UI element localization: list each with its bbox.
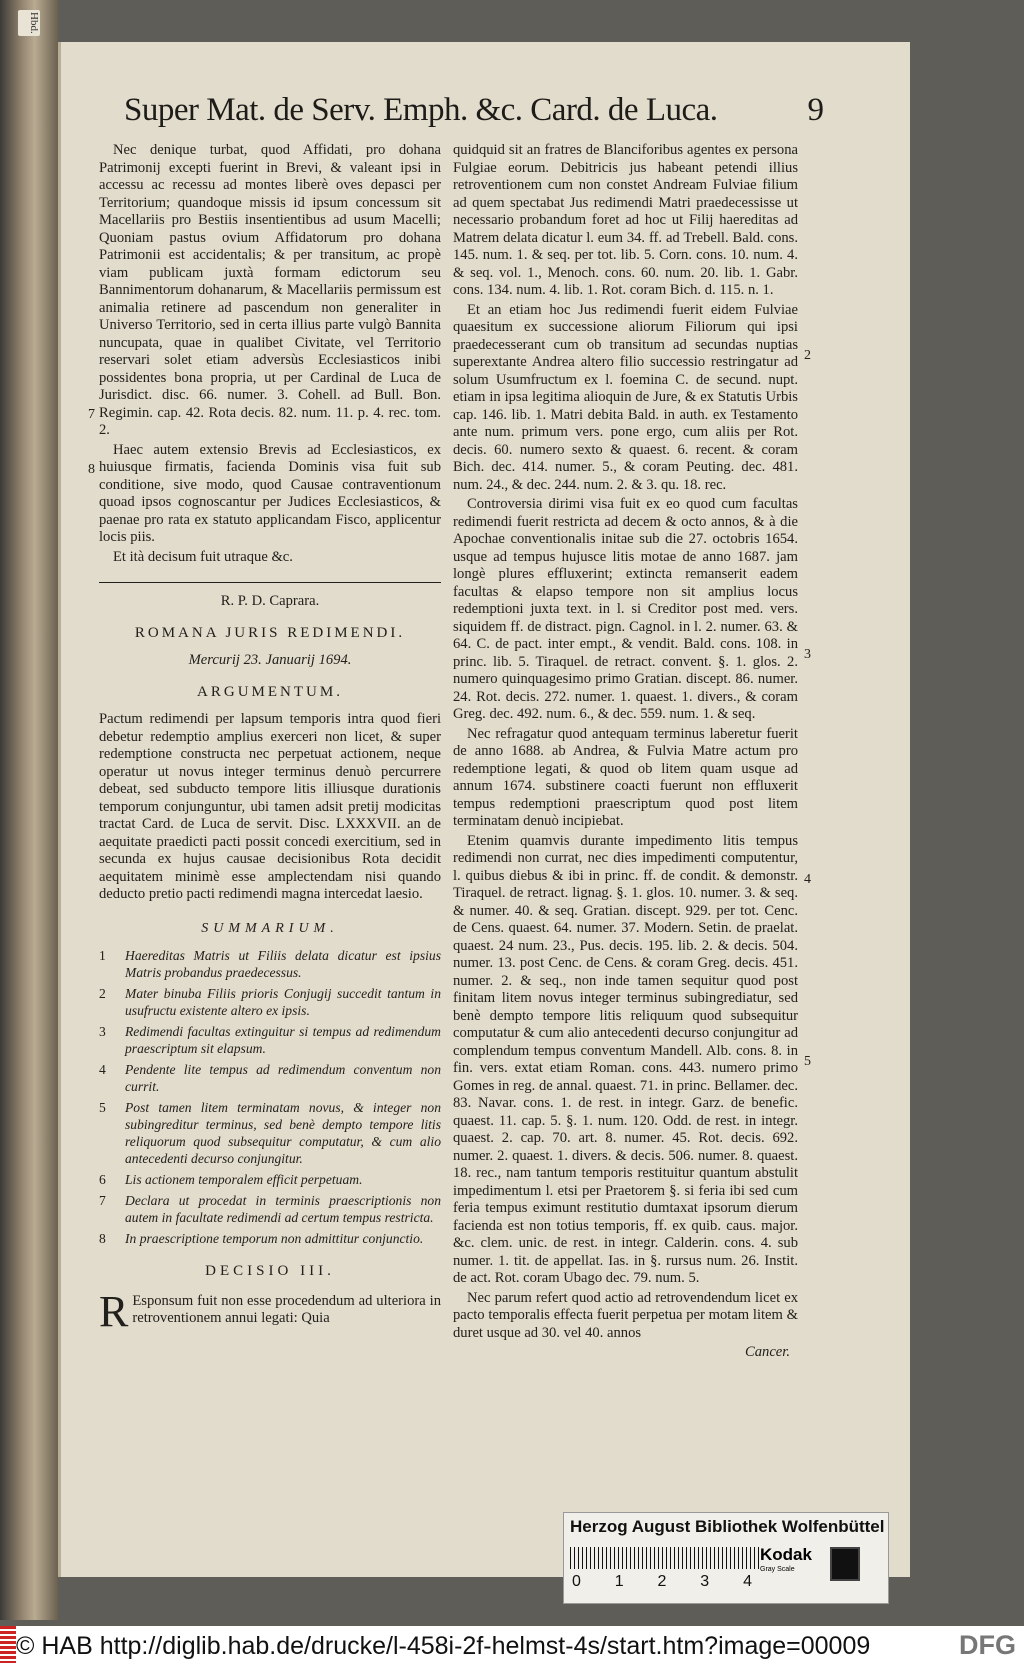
paragraph: Nec refragatur quod antequam terminus laberetur fuerit de anno 1688. ab Andrea, & Fulvia Matre actum pro redemptione legati, & quod ob litem quam usque ad annum 1674. substinere coacti fuerunt non effluxerit tempus redemptioni praescriptum quod post litem terminatam denuò incipiebat. (453, 725, 798, 829)
argumentum-heading: ARGUMENTUM. (197, 683, 343, 700)
rpd-line: R. P. D. Caprara. (220, 593, 320, 609)
ruler-number: 0 (572, 1573, 581, 1590)
ruler-number: 1 (614, 1573, 624, 1590)
margin-number: 7 (88, 407, 95, 422)
summarium-heading: SUMMARIUM. (201, 920, 339, 936)
summary-item (99, 1171, 441, 1188)
summary-text: Mater binuba Filiis prioris Conjugij succedit tantum in usufructu existente altero ex ipsis. (125, 986, 441, 1018)
paragraph: Nec parum refert quod actio ad retrovendendum licet ex pacto temporalis effecta fuerit perpetua per motam litem & duret usque ad 30. vel 40. annos (453, 1289, 798, 1341)
summary-number: 2 (99, 986, 106, 1001)
running-title: Super Mat. de Serv. Emph. &c. Card. de Luca. (124, 92, 718, 128)
ruler-numbers (572, 1573, 752, 1591)
right-column (453, 142, 798, 1362)
gray-swatch (830, 1547, 860, 1581)
summary-text: Declara ut procedat in terminis praescriptionis non autem in facultate redimendi ad certum tempus restricta. (125, 1193, 441, 1225)
paragraph: Nec denique turbat, quod Affidati, pro dohana Patrimonij excepti fuerint in Brevi, & valeant ipsi in accessu ac recessu ad montes liberè oves depasci per Territorium; quandoque missis id ipsum concessum sit Macellariis pro Bestiis insentientibus ad usum Macelli; Quoniam pastus ovium Affidatorum pro dohana Patrimonii est accidentalis; & per transitum, ac propè viam publicam juxtà formam edictorum seu Bannimentorum dohanarum, & Macellariis permissum est animalia retinere ad pascendum non generaliter in Universo Territorio, sed in certa illius parte vulgò Bannita nuncupata, quae in qualibet Civitate, vel Territorio reservari solet etiam adversùs Ecclesiasticos inibi possidentes bona propria, ut per Cardinal de Luca de Jurisdict. disc. 66. numer. 3. Cohell. ad Bull. Bon. Regimin. cap. 42. Rota decis. 82. num. 11. p. 4. rec. tom. 2. (99, 142, 441, 438)
library-name: Herzog August Bibliothek Wolfenbüttel (570, 1517, 885, 1536)
decisio-heading: DECISIO III. (205, 1263, 335, 1279)
summary-number: 4 (99, 1062, 106, 1077)
paragraph: Controversia dirimi visa fuit ex eo quod cum facultas redimendi fuerit restricta ad decem & octo annos, & à die Apochae conventionalis initae sub die 27. octobris 1654. usque ad tempus hujusce litis motae de anno 1687. jam longè plures effluxerint; extincta remanserit eadem facultas & elapso tempore non sit amplius locus redemptioni juxta text. in l. si Creditor post med. vers. siquidem ff. de distract. pign. Cagnol. in l. 2. numer. 63. & 64. C. de pact. inter empt., & vendit. Bald. cons. 108. in princ. lib. 5. Tiraquel. de retract. convent. §. 1. glos. 2. numero quinquagesimo primo Gratian. discept. 86. numer. 24. Rot. decis. 272. numer. 1. quaest. 1. divers., & coram Greg. dec. 492. num. 6., & dec. 559. num. 1. & seq. (453, 496, 798, 722)
case-title: ROMANA JURIS REDIMENDI. (134, 624, 406, 641)
summary-number: 6 (99, 1172, 106, 1187)
scale-ruler (570, 1547, 760, 1569)
paragraph: Et ità decisum fuit utraque &c. (113, 548, 293, 565)
page-number: 9 (807, 92, 824, 128)
argumentum-text: Pactum redimendi per lapsum temporis intra quod fieri debetur redemptio amplius exerceri non licet, & super redemptione constructa nec perpetuat actionem, neque operatur ut novus integer terminus denuò percurrere debeat, sed subducto tempore litis illiusque durationis temporum conjunguntur, ubi tamen adsit pretij modicitas tractat Card. de Luca de servit. Disc. LXXXVII. an de aequitate praedicti pacti possit concedi exercitium, sed in secunda ex hujus causae decisionibus Rota decidit aequitatem minimè esse amplectendam nisi quando deducto pretio pacti redimendi magna intercedat laesio. (99, 711, 441, 902)
ruler-number: 2 (657, 1573, 667, 1590)
margin-number: 2 (804, 348, 811, 363)
summary-number: 5 (99, 1100, 106, 1115)
summary-item (99, 985, 441, 1019)
ruler-number: 4 (743, 1573, 752, 1590)
summary-text: Haereditas Matris ut Filiis delata dicatur est ipsius Matris probandus praedecessus. (125, 948, 441, 980)
argumentum (99, 711, 441, 904)
library-color-card (563, 1512, 889, 1604)
paragraph: Haec autem extensio Brevis ad Ecclesiasticos, ex huiusque firmatis, facienda Dominis visa fuit sub conditione, sive modo, quod Causae contraventionum quoad ipsos cognoscantur per Judices Ecclesiasticos, & paenae pro rata ex statuto applicandam Fisco, applicentur locis piis. (99, 441, 441, 545)
ruler-number: 3 (700, 1573, 710, 1590)
spine-label: Hbd. (18, 10, 40, 36)
margin-number: 8 (88, 462, 95, 477)
summary-text: In praescriptione temporum non admittitur conjunctio. (125, 1231, 424, 1246)
summary-item (99, 947, 441, 981)
left-column (99, 142, 441, 1336)
summary-number: 8 (99, 1231, 106, 1246)
summary-text: Lis actionem temporalem efficit perpetuam. (125, 1172, 363, 1187)
film-strip-icon (0, 1626, 16, 1663)
case-date: Mercurij 23. Januarij 1694. (188, 652, 352, 668)
summary-item (99, 1023, 441, 1057)
summary-item (99, 1192, 441, 1226)
source-url-link[interactable]: © HAB http://diglib.hab.de/drucke/l-458i-2f-helmst-4s/start.htm?image=00009 (16, 1632, 871, 1660)
book-spine (0, 0, 58, 1620)
gray-scale-label: Gray Scale (760, 1566, 795, 1573)
summary-text: Redimendi facultas extinguitur si tempus ad redimendum praescriptum sit elapsum. (125, 1024, 441, 1056)
kodak-logo: Kodak (760, 1545, 812, 1564)
decisio-text (99, 1286, 441, 1336)
catchword: Cancer. (745, 1344, 790, 1360)
summary-item (99, 1061, 441, 1095)
section-divider (99, 582, 441, 583)
drop-cap: R (99, 1286, 129, 1336)
summary-number: 7 (99, 1193, 106, 1208)
document-page (58, 42, 910, 1577)
summary-number: 1 (99, 948, 106, 963)
decisio-body: Esponsum fuit non esse procedendum ad ulteriora in retroventionem annui legati: Quia (132, 1292, 441, 1326)
paragraph: Et an etiam hoc Jus redimendi fuerit eidem Fulviae quaesitum ex successione aliorum Filiorum qui ipsi praedecesserant cum ob transitum ad secundas nuptias superextante Andrea altero filio successio restringatur ad solum Usumfructum ex l. foemina C. de secund. nupt. etiam in ipsa legitima alioquin de Jure, & ex Statutis Urbis cap. 146. lib. 1. Matri debita Bald. in auth. ex Testamento ante num. primum vers. pone ergo, cum aliis per Rot. decis. 60. numero sexto & quaest. 6. recent. & coram Bich. dec. 414. numer. 5., & coram Peuting. dec. 481. num. 24., & dec. 244. num. 2. & 3. qu. 18. rec. (453, 301, 798, 493)
paragraph: quidquid sit an fratres de Blanciforibus agentes ex persona Fulgiae eorum. Debitricis jus habeant petendi illius retroventionem cum non constet Andream Fulviae filium ad quem spectabat Jus redimendi Matri praedecessisse ut necessario probandum foret ad hoc ut Filij haereditas ad Matrem delata dicatur l. eum 34. ff. ad Trebell. Bald. cons. 145. num. 1. & seq. per tot. lib. 5. Corn. cons. 10. num. 4. & seq. vol. 1., Menoch. cons. 60. num. 20. lib. 1. Gabr. cons. 134. num. 4. lib. 1. Rot. coram Bich. d. 115. n. 1. (453, 142, 798, 298)
summary-text: Pendente lite tempus ad redimendum conventum non currit. (125, 1062, 441, 1094)
paragraph: Etenim quamvis durante impedimento litis tempus redimendi non currat, nec dies impedimenti computentur, l. quibus diebus & ibi in princ. ff. de condit. & demonstr. Tiraquel. de retract. lignag. §. 1. glos. 10. numer. 3. & seq. & numer. 40. & seq. Gratian. discept. 929. per tot. Cenc. de Cens. quaest. 64. numer. 37. Modern. Setin. de praelat. quaest. 24 num. 23., Pus. decis. 195. lib. 2. & decis. 504. numer. 13. post Cenc. de Cens. & coram Greg. decis. 451. numer. 2. & seq., non inde tamen sequitur quod post finitam litem novus integer terminus subingrediatur, sed benè dempto tempore litis reliquum quod subsequitur computatur & cum alio antecedenti decurso conjungitur ad complendum tempus conventum Mandell. Alb. cons. 8. in fin. vers. extat etiam Roman. cons. 443. numero primo Gomes in reg. de annal. quaest. 71. in princ. Bellamer. dec. 83. Navar. cons. 1. de rest. in integr. Garz. de benefic. quaest. 11. cap. 5. §. 1. num. 120. Odd. de rest. in integr. quaest. 2. cap. 70. art. 8. numer. 45. Rot. decis. 692. numer. 2. quaest. 1. divers. & decis. 506. numer. 8. quaest. 18. rec., nam tantum temporis restituitur quantum abstulit impedimentum l. etsi per Praetorem §. si feria ibi sed cum feria tempus eximunt restitutio dumtaxat ipsorum dierum facienda est non totius temporis, ff. ex quib. caus. major. &c. clem. unic. de rest. in integr. Calderin. cons. 4. sub numer. 1. tit. de appellat. Ias. in §. rursus num. 26. Instit. de act. Rot. coram Ubago dec. 79. num. 5. (453, 832, 798, 1286)
summary-text: Post tamen litem terminatam novus, & integer non subingreditur terminus, sed benè dempto tempore litis reliquorum quod subsequitur computatur, & cum alio antecedenti decurso conjungitur. (125, 1100, 441, 1166)
margin-number: 5 (804, 1054, 811, 1069)
page-header (124, 92, 824, 138)
dfg-logo: DFG (959, 1630, 1016, 1660)
margin-number: 3 (804, 647, 811, 662)
summary-number: 3 (99, 1024, 106, 1039)
margin-number: 4 (804, 872, 811, 887)
summary-item (99, 1099, 441, 1167)
summarium-list (99, 947, 441, 1247)
summary-item (99, 1230, 441, 1247)
